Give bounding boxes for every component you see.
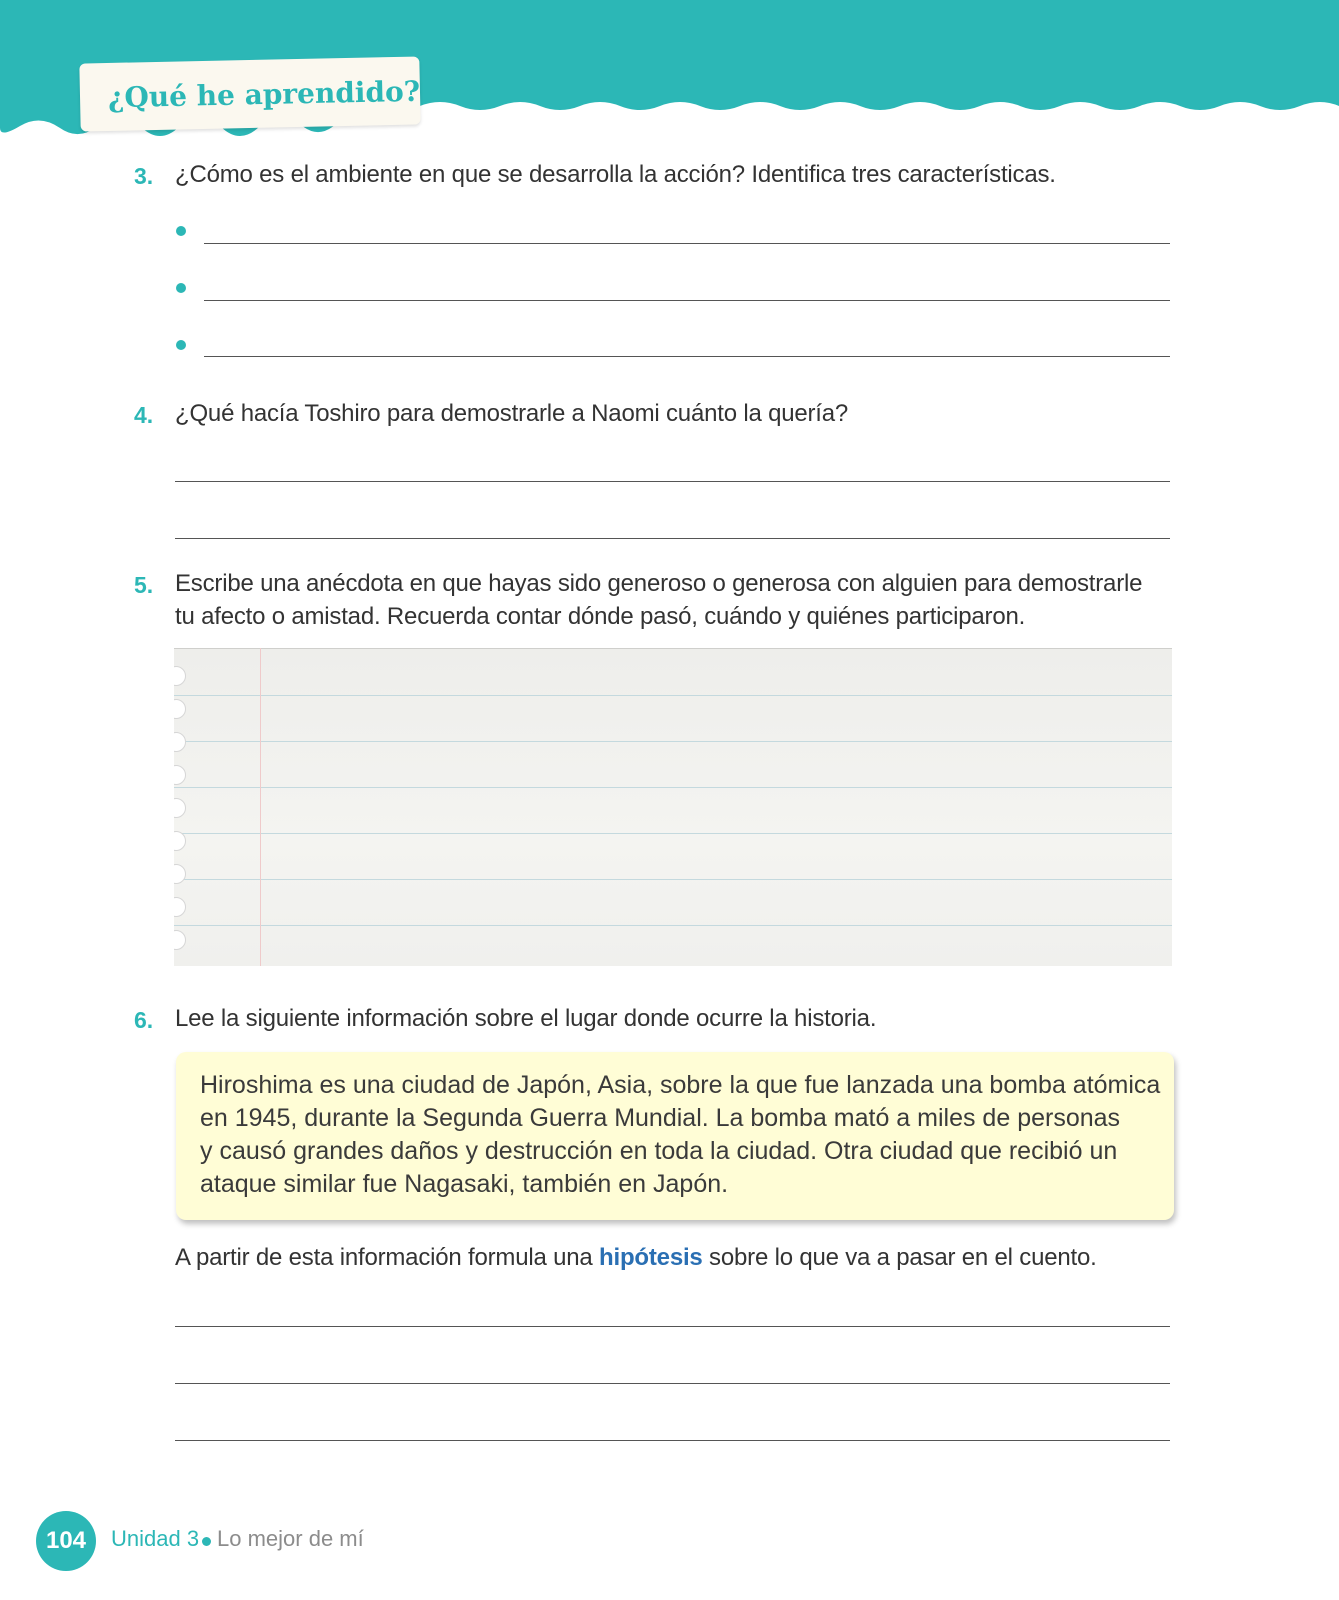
hypothesis-prompt: [175, 1244, 1097, 1272]
footer-unit: Unidad 3: [111, 1526, 200, 1551]
answer-line-q6-1[interactable]: [175, 1326, 1170, 1327]
notebook-margin-line: [260, 648, 261, 966]
question-6-text: Lee la siguiente información sobre el lugar donde ocurre la historia.: [175, 1005, 877, 1032]
question-4-text: ¿Qué hacía Toshiro para demostrarle a Naomi cuánto la quería?: [175, 400, 849, 427]
answer-bullet-1: [176, 226, 186, 236]
question-3-number: 3.: [134, 163, 154, 189]
notebook-hole: [174, 699, 186, 719]
notebook-hole: [174, 765, 186, 785]
notebook-top-edge: [174, 648, 1172, 649]
notebook-hole: [174, 798, 186, 818]
notebook-rule: [174, 925, 1172, 926]
notebook-hole: [174, 897, 186, 917]
notebook-writing-area[interactable]: [174, 648, 1172, 966]
notebook-hole: [174, 666, 186, 686]
notebook-rule: [174, 787, 1172, 788]
notebook-hole: [174, 930, 186, 950]
info-box-line: en 1945, durante la Segunda Guerra Mundial. La bomba mató a miles de personas: [200, 1104, 1121, 1132]
info-box-line: Hiroshima es una ciudad de Japón, Asia, sobre la que fue lanzada una bomba atómica: [200, 1071, 1161, 1099]
page-number-badge: [36, 1511, 96, 1571]
answer-line-q3-1[interactable]: [204, 243, 1170, 244]
page-number: 104: [45, 1527, 87, 1554]
section-title: ¿Qué he aprendido?: [107, 74, 421, 115]
answer-line-q4-2[interactable]: [175, 538, 1170, 539]
footer-separator-dot: [202, 1537, 211, 1546]
answer-line-q4-1[interactable]: [175, 481, 1170, 482]
question-4-number: 4.: [134, 402, 154, 428]
notebook-hole: [174, 831, 186, 851]
info-box-line: y causó grandes daños y destrucción en toda la ciudad. Otra ciudad que recibió un: [200, 1137, 1118, 1165]
notebook-rule: [174, 695, 1172, 696]
answer-line-q3-3[interactable]: [204, 356, 1170, 357]
hypothesis-prompt-after: sobre lo que va a pasar en el cuento.: [702, 1244, 1097, 1271]
question-5-text-line2: tu afecto o amistad. Recuerda contar dónde pasó, cuándo y quiénes participaron.: [175, 603, 1026, 630]
question-5-number: 5.: [134, 572, 154, 598]
notebook-rule: [174, 833, 1172, 834]
notebook-rule: [174, 879, 1172, 880]
answer-bullet-2: [176, 283, 186, 293]
footer-unit-title: Lo mejor de mí: [217, 1526, 364, 1551]
answer-line-q3-2[interactable]: [204, 300, 1170, 301]
hypothesis-keyword: hipótesis: [599, 1244, 703, 1271]
question-5-text-line1: Escribe una anécdota en que hayas sido generoso o generosa con alguien para demostrarle: [175, 570, 1143, 597]
question-3-text: ¿Cómo es el ambiente en que se desarrolla la acción? Identifica tres características.: [175, 161, 1056, 188]
notebook-rule: [174, 741, 1172, 742]
notebook-hole: [174, 864, 186, 884]
hypothesis-prompt-before: A partir de esta información formula una: [175, 1244, 600, 1271]
answer-bullet-3: [176, 340, 186, 350]
answer-line-q6-2[interactable]: [175, 1383, 1170, 1384]
question-6-number: 6.: [134, 1007, 154, 1033]
info-box-line: ataque similar fue Nagasaki, también en Japón.: [200, 1170, 729, 1198]
answer-line-q6-3[interactable]: [175, 1440, 1170, 1441]
notebook-hole: [174, 732, 186, 752]
